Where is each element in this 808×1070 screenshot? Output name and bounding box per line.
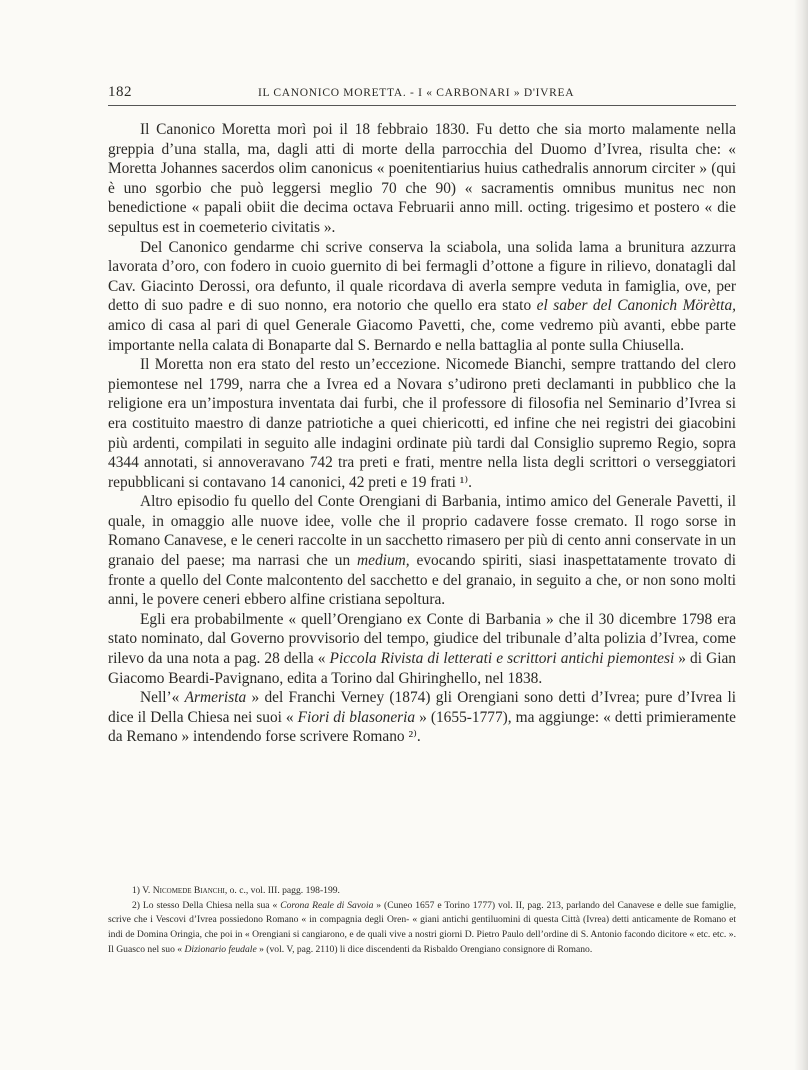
- italic-segment: Armerista: [184, 689, 247, 707]
- text-segment: evocando spiriti, siasi inaspettatamente trovato di fronte a quello del Conte malcontento del sacchetto e del granaio, in seguito a che, or non sono molti anni, le povere ceneri ebbero alfine cristiana sepoltura.: [108, 552, 736, 609]
- text-segment: » (vol. V, pag. 2110) li dice discendenti da Risbaldo Orengiano consignore di Romano.: [256, 943, 593, 955]
- page-number: 182: [108, 84, 132, 100]
- text-segment: Il Canonico Moretta morì poi il 18 febbraio 1830. Fu detto che sia morto malamente nella greppia d’una stalla, ma, dagli atti di morte della parrocchia del Duomo d’Ivrea, risulta che: « Moretta Johannes sacerdos olim canonicus « poenitentiarius huius cathedralis annorum circiter » (qui è uno sgorbio che può leggersi meglio 70 che 90) « sacramentis omnibus munitus nec non benedictione « papali obiit die decima octava Februarii anno mill. octing. trigesimo et postero « die sepultus est in coemeterio civitatis ».: [108, 121, 736, 236]
- page-edge-shadow: [794, 0, 808, 1070]
- paragraph: [108, 355, 736, 492]
- paragraph: [108, 238, 736, 356]
- text-segment: Il Moretta non era stato del resto un’eccezione. Nicomede Bianchi, sempre trattando del clero piemontese nel 1799, narra che a Ivrea ed a Novara s’udirono preti declamanti in pubblico che la religione era un’impostura inventata dai furbi, che il professore di filosofia nel Seminario d’Ivrea si era costituito maestro di danze patriotiche a quei chiericotti, ed infine che nei registri dei giacobini più ardenti, compilati in seguito alle indagini ordinate più tardi dal Consiglio supremo Regio, sopra 4344 annotati, si annoveravano 742 tra preti e frati, mentre nella lista degli scrittori o verseggiatori repubblicani si contavano 14 canonici, 42 preti e 19 frati ¹⁾.: [108, 356, 736, 491]
- text-segment: Nell’«: [140, 689, 185, 707]
- footnote: [108, 899, 736, 958]
- text-segment: » del Franchi Verney (1874) gli Orengiani sono detti d’Ivrea; pure d’Ivrea li dice il Della Chiesa nei suoi «: [108, 689, 736, 726]
- text-segment: 2) Lo stesso Della Chiesa nella sua «: [132, 899, 281, 911]
- smallcaps-segment: Nicomede Bianchi,: [152, 885, 228, 896]
- text-segment: Del Canonico gendarme chi scrive conserva la sciabola, una solida lama a brunitura azzurra lavorata d’oro, con fodero in cuoio guernito di bei fermagli d’ottone a figure in rilievo, donatagli dal Cav. Giacinto Derossi, ora defunto, il quale ricordava di averla sempre veduta in famiglia, ove, per detto di suo padre e di suo nonno, era notorio che quello era stato: [108, 238, 736, 315]
- running-head: IL CANONICO MORETTA. - I « CARBONARI » D'IVREA: [258, 87, 575, 99]
- italic-segment: Corona Reale di Savoia: [280, 899, 374, 911]
- text-segment: 1) V.: [132, 885, 153, 896]
- italic-segment: Piccola Rivista di letterati e scrittori antichi piemontesi: [329, 650, 675, 668]
- text-segment: Egli era probabilmente « quell’Orengiano ex Conte di Barbania » che il 30 dicembre 1798 era stato nominato, dal Governo provvisorio del tempo, giudice del tribunale d’alta polizia d’Ivrea, come rilevo da una nota a pag. 28 della «: [108, 610, 736, 668]
- italic-segment: el saber del Canonich Mörètta,: [536, 297, 737, 315]
- paragraph: [108, 688, 736, 747]
- header-rule: [108, 105, 736, 106]
- text-segment: Altro episodio fu quello del Conte Orengiani di Barbania, intimo amico del Generale Pavetti, il quale, in omaggio alle nuove idee, volle che il proprio cadavere fosse cremato. Il rogo sorse in Romano Canavese, e le ceneri raccolte in un sacchetto rimasero per più di cento anni conservate in un granaio del paese; ma narrasi che un: [108, 493, 736, 570]
- footnote: [108, 884, 736, 899]
- page-header: [108, 84, 736, 106]
- text-segment: o. c., vol. III. pagg. 198-199.: [227, 885, 340, 896]
- paragraph: [108, 610, 736, 688]
- text-segment: » (1655-1777), ma aggiunge: « detti primieramente da Remano » intendendo forse scrivere Romano ²⁾.: [108, 708, 736, 746]
- paragraph: [108, 492, 736, 610]
- text-segment: amico di casa al pari di quel Generale Giacomo Pavetti, che, come vedremo più avanti, ebbe parte importante nella calata di Bonaparte dal S. Bernardo e nella battaglia al ponte sulla Chiusella.: [108, 316, 736, 354]
- italic-segment: Fiori di blasoneria: [297, 708, 416, 726]
- footnotes: [108, 884, 736, 958]
- body-text: [108, 120, 736, 747]
- italic-segment: Dizionario feudale: [184, 943, 257, 955]
- text-segment: » di Gian Giacomo Beardi-Pavignano, edita a Torino dal Ghiringhello, nel 1838.: [108, 650, 736, 687]
- text-segment: » (Cuneo 1657 e Torino 1777) vol. II, pag. 213, parlando del Canavese e delle sue famiglie, scrive che i Vescovi d’Ivrea possiedono Romano « in compagnia degli Oren- « giani antichi gentiluomini di questa Città (Ivrea) detti anticamente de Romano et indi de Domina Oringia, che poi in « Orengiani si cangiarono, e de quali vive a nostri giorni D. Pietro Paulo dell’ordine di S. Antonio facondo dicitore « etc. etc. ». Il Guasco nel suo «: [108, 899, 737, 955]
- italic-segment: medium,: [357, 552, 410, 570]
- paragraph: [108, 120, 736, 238]
